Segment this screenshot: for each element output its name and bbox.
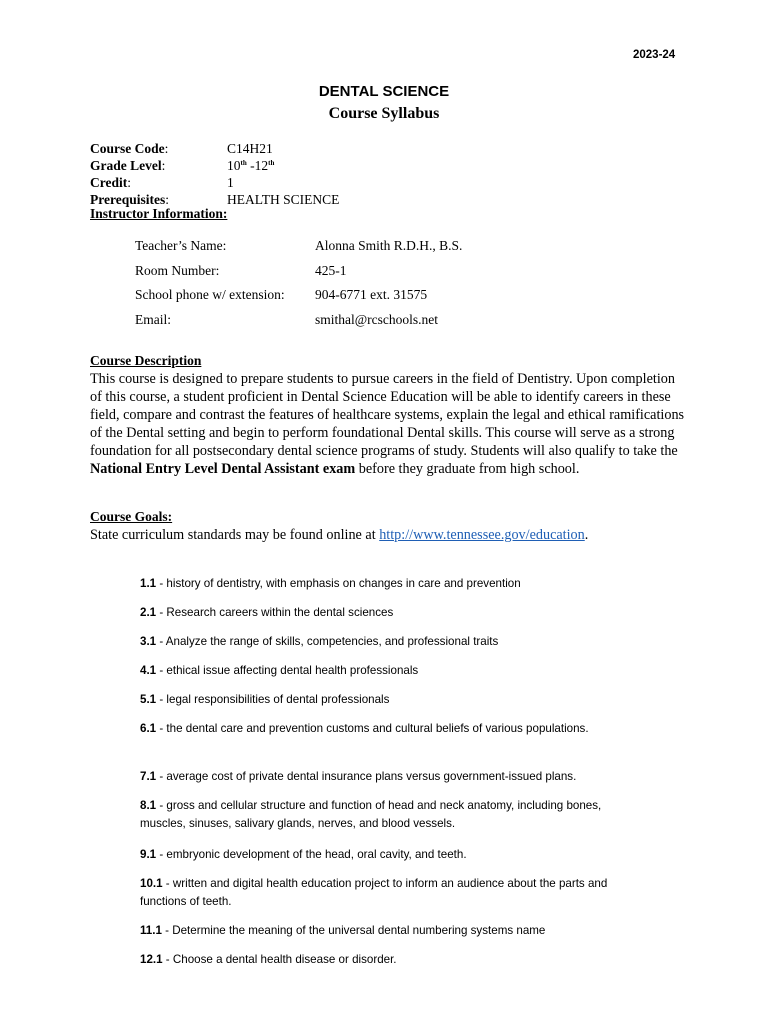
goal-item: 10.1 - written and digital health education project to inform an audience about the parts and functions of teeth. bbox=[140, 877, 608, 908]
document-subtitle: Course Syllabus bbox=[328, 105, 440, 122]
room-number-row: Room Number: 425-1 bbox=[135, 263, 462, 288]
goal-item: 3.1 - Analyze the range of skills, competencies, and professional traits bbox=[140, 635, 499, 648]
goal-item: 7.1 - average cost of private dental insurance plans versus government-issued plans. bbox=[140, 770, 577, 783]
goal-item: 8.1 - gross and cellular structure and function of head and neck anatomy, including bones, muscles, sinuses, salivary glands, nerves, and blood vessels. bbox=[140, 799, 602, 830]
goal-item: 11.1 - Determine the meaning of the universal dental numbering systems name bbox=[140, 924, 546, 937]
room-number: 425-1 bbox=[315, 262, 347, 278]
goal-item: 9.1 - embryonic development of the head, oral cavity, and teeth. bbox=[140, 848, 467, 861]
course-description: This course is designed to prepare students to pursue careers in the field of Dentistry. Upon completion of this course, a student proficient in Dental Science Education will be able to identify careers in these field, compare and contrast the features of healthcare systems, explain the legal and ethical ramifications of the Dental setting and begin to perform foundational Dental skills. This course will serve as a strong foundation for all postsecondary dental science programs of study. Students will also qualify to take the National Entry Level Dental Assistant exam before they graduate from high school. bbox=[90, 371, 685, 477]
prerequisites-value: HEALTH SCIENCE bbox=[227, 192, 340, 207]
goal-item: 6.1 - the dental care and prevention customs and cultural beliefs of various populations. bbox=[140, 722, 589, 735]
credit-label: Credit bbox=[90, 175, 128, 190]
course-code-label: Course Code bbox=[90, 141, 165, 156]
course-info bbox=[90, 140, 339, 208]
goal-item: 4.1 - ethical issue affecting dental health professionals bbox=[140, 664, 419, 677]
prerequisites-row: Prerequisites: HEALTH SCIENCE bbox=[90, 192, 340, 207]
school-year: 2023-24 bbox=[633, 49, 676, 61]
course-description-heading: Course Description bbox=[90, 353, 202, 368]
grade-level-value: 10th -12th bbox=[227, 158, 275, 173]
school-phone: 904-6771 ext. 31575 bbox=[315, 287, 428, 302]
prerequisites-label: Prerequisites bbox=[90, 192, 166, 207]
course-goals-heading: Course Goals: bbox=[90, 509, 173, 524]
goal-item: 5.1 - legal responsibilities of dental professionals bbox=[140, 693, 390, 706]
grade-level-row: Grade Level: 10th -12th bbox=[90, 158, 275, 173]
teacher-name: Alonna Smith R.D.H., B.S. bbox=[315, 238, 463, 253]
goal-item: 2.1 - Research careers within the dental sciences bbox=[140, 606, 394, 619]
email-row: Email: smithal@rcschools.net bbox=[135, 312, 462, 337]
instructor-heading: Instructor Information: bbox=[90, 206, 228, 221]
credit-value: 1 bbox=[227, 175, 234, 190]
credit-row: Credit: 1 bbox=[90, 175, 234, 190]
goal-item: 1.1 - history of dentistry, with emphasis on changes in care and prevention bbox=[140, 577, 521, 590]
instructor-info bbox=[135, 238, 462, 336]
course-code-row: Course Code: C14H21 bbox=[90, 141, 273, 156]
teacher-name-row: Teacher’s Name: Alonna Smith R.D.H., B.S. bbox=[135, 238, 462, 263]
exam-name: National Entry Level Dental Assistant exam bbox=[90, 461, 356, 477]
goal-item: 12.1 - Choose a dental health disease or disorder. bbox=[140, 953, 397, 966]
standards-link[interactable]: http://www.tennessee.gov/education bbox=[379, 527, 585, 543]
grade-level-label: Grade Level bbox=[90, 158, 162, 173]
document-title: DENTAL SCIENCE bbox=[318, 83, 450, 100]
school-phone-row: School phone w/ extension: 904-6771 ext. 31575 bbox=[135, 287, 462, 312]
standards-line: State curriculum standards may be found online at http://www.tennessee.gov/education. bbox=[90, 527, 589, 543]
course-code-value: C14H21 bbox=[227, 141, 273, 156]
email: smithal@rcschools.net bbox=[315, 311, 439, 327]
